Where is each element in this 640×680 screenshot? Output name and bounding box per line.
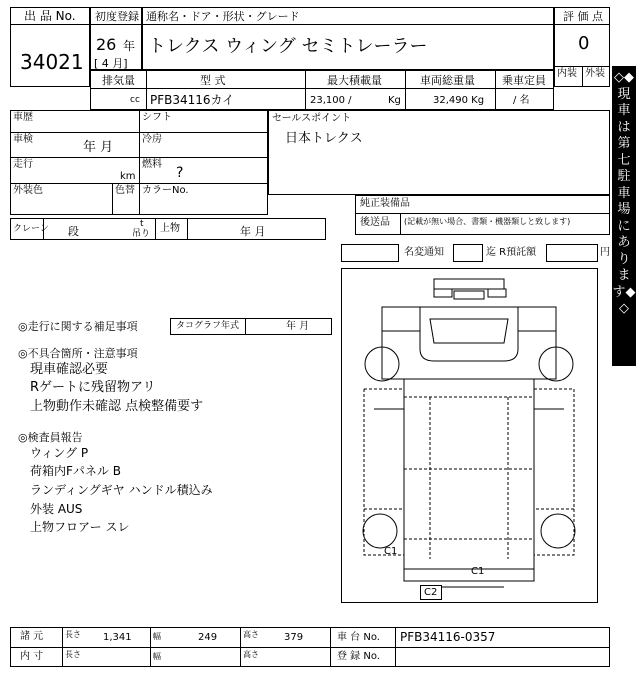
mileage-unit: km bbox=[120, 171, 136, 182]
inspector-note-3: ランディングギヤ ハンドル積込み bbox=[30, 483, 213, 497]
max-load-value: 23,100 / bbox=[310, 95, 352, 106]
equipment-label: 純正装備品 bbox=[360, 198, 410, 209]
exterior-score-label: 外装 bbox=[585, 68, 605, 79]
mileage-label: 走行 bbox=[13, 159, 33, 170]
color-change-label: 色替 bbox=[115, 185, 135, 196]
defect-2: Rゲートに残留物アリ bbox=[30, 380, 156, 395]
damage-diagram bbox=[341, 268, 598, 603]
displacement-label: 排気量 bbox=[102, 74, 135, 87]
height-label: 高さ bbox=[243, 630, 259, 639]
inspector-note-1: ウィング P bbox=[30, 446, 89, 460]
fuel-label: 燃料 bbox=[142, 159, 162, 170]
side-banner-text: ◇◆現車は第七駐車場にあります◆◇ bbox=[612, 70, 636, 316]
height-value: 379 bbox=[284, 632, 304, 643]
dims-label: 諸 元 bbox=[20, 631, 44, 642]
crane-label: クレーン bbox=[13, 224, 49, 234]
history-label: 車歴 bbox=[13, 112, 33, 123]
width-label: 幅 bbox=[153, 632, 161, 641]
chassis-label: 車 台 No. bbox=[337, 632, 380, 643]
defect-3: 上物動作未確認 点検整備要す bbox=[30, 399, 204, 414]
model-label: 通称名・ドア・形状・グレード bbox=[146, 10, 300, 23]
front-grille-shape bbox=[454, 291, 484, 299]
shift-label: シフト bbox=[142, 112, 172, 123]
recycle-label: 迄 R預託額 bbox=[486, 247, 537, 258]
tacho-value: 年 月 bbox=[286, 321, 310, 332]
upper-label: 上物 bbox=[160, 223, 180, 234]
inspector-note-4: 外装 AUS bbox=[30, 502, 83, 516]
crane-stage: 段 bbox=[68, 225, 79, 238]
reg-month: [ 4 月] bbox=[94, 57, 128, 70]
front-bumper-shape bbox=[434, 279, 504, 289]
length-value: 1,341 bbox=[103, 632, 132, 643]
first-reg-label: 初度登録 bbox=[95, 10, 139, 23]
capacity-label: 乗車定員 bbox=[502, 74, 546, 87]
damage-mark-c2: C2 bbox=[424, 587, 438, 598]
interior-score-label: 内装 bbox=[557, 68, 577, 79]
score-label: 評 価 点 bbox=[563, 10, 603, 23]
fuel-value: ? bbox=[176, 165, 184, 181]
defect-title: ◎不具合箇所・注意事項 bbox=[18, 347, 138, 360]
inspector-note-2: 荷箱内Fパネル B bbox=[30, 464, 121, 478]
score-value: 0 bbox=[578, 33, 590, 54]
max-load-unit: Kg bbox=[388, 95, 401, 106]
tacho-label: タコグラフ年式 bbox=[176, 321, 240, 331]
rear-gate-shape bbox=[404, 566, 534, 581]
max-load-label: 最大積載量 bbox=[327, 74, 382, 87]
reg-year-unit: 年 bbox=[123, 39, 136, 53]
inspection-label: 車検 bbox=[13, 134, 33, 145]
type-value: PFB34116カイ bbox=[150, 93, 235, 107]
capacity-value: / 名 bbox=[513, 95, 530, 106]
defect-1: 現車確認必要 bbox=[30, 362, 109, 377]
driving-note-label: ◎走行に関する補足事項 bbox=[18, 320, 138, 333]
gross-weight-label: 車両総重量 bbox=[420, 74, 475, 87]
rear-left-wheel bbox=[363, 514, 397, 548]
model-name: トレクス ウィング セミトレーラー bbox=[148, 36, 428, 57]
gross-weight-value: 32,490 Kg bbox=[433, 95, 485, 106]
inner-length-label: 長さ bbox=[65, 650, 81, 659]
name-change-field bbox=[453, 244, 483, 262]
crane-ton: t bbox=[140, 219, 144, 229]
length-label: 長さ bbox=[65, 630, 81, 639]
type-label: 型 式 bbox=[200, 74, 226, 87]
width-value: 249 bbox=[198, 632, 218, 643]
damage-mark-c1-bottom: C1 bbox=[471, 566, 485, 577]
displacement-unit: cc bbox=[130, 95, 140, 105]
name-change-label: 名変通知 bbox=[404, 247, 444, 258]
sales-point-value: 日本トレクス bbox=[285, 131, 363, 146]
reg-year: 26 bbox=[96, 35, 117, 54]
inner-height-label: 高さ bbox=[243, 650, 259, 659]
ext-color-label: 外装色 bbox=[13, 185, 43, 196]
cab-outline bbox=[420, 307, 518, 361]
rear-right-wheel bbox=[541, 514, 575, 548]
recycle-field bbox=[546, 244, 598, 262]
reg-no-label: 登 録 No. bbox=[337, 651, 380, 662]
yen-label: 円 bbox=[600, 247, 610, 258]
chassis-value: PFB34116-0357 bbox=[400, 630, 496, 644]
color-no-label: カラーNo. bbox=[142, 185, 189, 196]
lot-number: 34021 bbox=[20, 50, 84, 74]
aircon-label: 冷房 bbox=[142, 134, 162, 145]
trailer-body-outline bbox=[404, 379, 534, 569]
sales-point-label: セールスポイント bbox=[272, 113, 352, 124]
damage-mark-c1-left: C1 bbox=[384, 546, 398, 557]
upper-date: 年 月 bbox=[240, 225, 266, 238]
lot-label: 出 品 No. bbox=[24, 9, 76, 23]
later-items-note: (記載が無い場合、書類・機器類しと致します) bbox=[404, 217, 571, 226]
later-items-label: 後送品 bbox=[360, 217, 390, 228]
inner-width-label: 幅 bbox=[153, 652, 161, 661]
crane-hang: 吊り bbox=[132, 229, 151, 239]
side-banner bbox=[612, 66, 636, 366]
inspector-title: ◎検査員報告 bbox=[18, 431, 83, 444]
inspection-value: 年 月 bbox=[83, 140, 114, 155]
inspector-note-5: 上物フロアー スレ bbox=[30, 520, 130, 534]
name-change-blank bbox=[341, 244, 399, 262]
interior-dims-label: 内 寸 bbox=[20, 651, 44, 662]
